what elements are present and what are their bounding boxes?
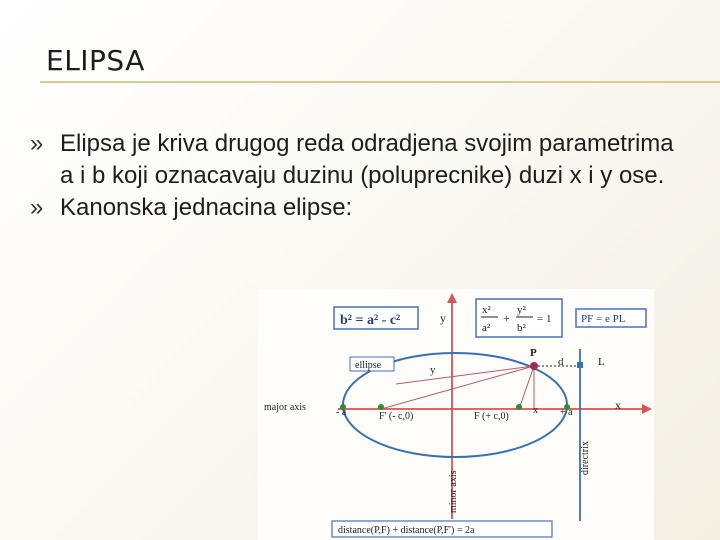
minor-axis-label: minor axis: [448, 470, 459, 513]
formula-canonical-a: a²: [482, 322, 491, 334]
formula-canonical-b: b²: [517, 322, 526, 334]
label-neg-a: - a: [336, 407, 347, 418]
directrix-label: directrix: [580, 441, 591, 475]
ellipse-label: ellipse: [355, 360, 382, 371]
formula-distance: distance(P,F) + distance(P,F') = 2a: [338, 525, 475, 536]
bullet-marker: »: [30, 194, 44, 221]
label-pos-a: + a: [560, 407, 573, 418]
point-P: [530, 362, 538, 370]
y-axis-label-top: y: [440, 311, 446, 325]
bullet-text: Elipsa je kriva drugog reda odradjena svojim parametrima a i b koji oznacavaju duzinu (poluprecnike) duzi x i y ose.: [60, 130, 674, 189]
point-L: [577, 362, 583, 368]
x-axis-label: x: [615, 398, 621, 412]
label-focus-F2: F (+ c,0): [474, 411, 509, 422]
bullet-text: Kanonska jednacina elipse:: [60, 194, 353, 221]
line-P-to-F2: [519, 366, 534, 409]
formula-canonical-eq: = 1: [537, 313, 552, 325]
label-y-inner: y: [430, 364, 436, 376]
bullet-item: [30, 192, 690, 224]
label-focus-F1: F' (- c,0): [379, 411, 414, 422]
bullet-list: [30, 128, 690, 224]
ellipse-diagram: [258, 289, 654, 540]
label-P: P: [530, 347, 537, 359]
label-L: L: [598, 356, 605, 368]
bullet-marker: »: [30, 130, 44, 157]
focus-F2: [516, 404, 522, 410]
title-underline: [40, 81, 720, 83]
slide-title: ELIPSA: [46, 44, 145, 77]
label-x-inner: x: [533, 405, 538, 416]
formula-b: b² = a² - c²: [340, 313, 401, 328]
line-P-to-y: [396, 366, 534, 384]
formula-pf: PF = e PL: [581, 313, 626, 325]
formula-canonical-plus: +: [503, 311, 510, 325]
label-d: d: [558, 356, 564, 368]
major-axis-label: major axis: [264, 402, 306, 413]
bullet-item: [30, 128, 690, 192]
formula-canonical-y: y²: [517, 304, 526, 316]
formula-canonical-x: x²: [482, 304, 491, 316]
focus-F1: [378, 404, 384, 410]
line-P-to-F1: [381, 366, 534, 409]
